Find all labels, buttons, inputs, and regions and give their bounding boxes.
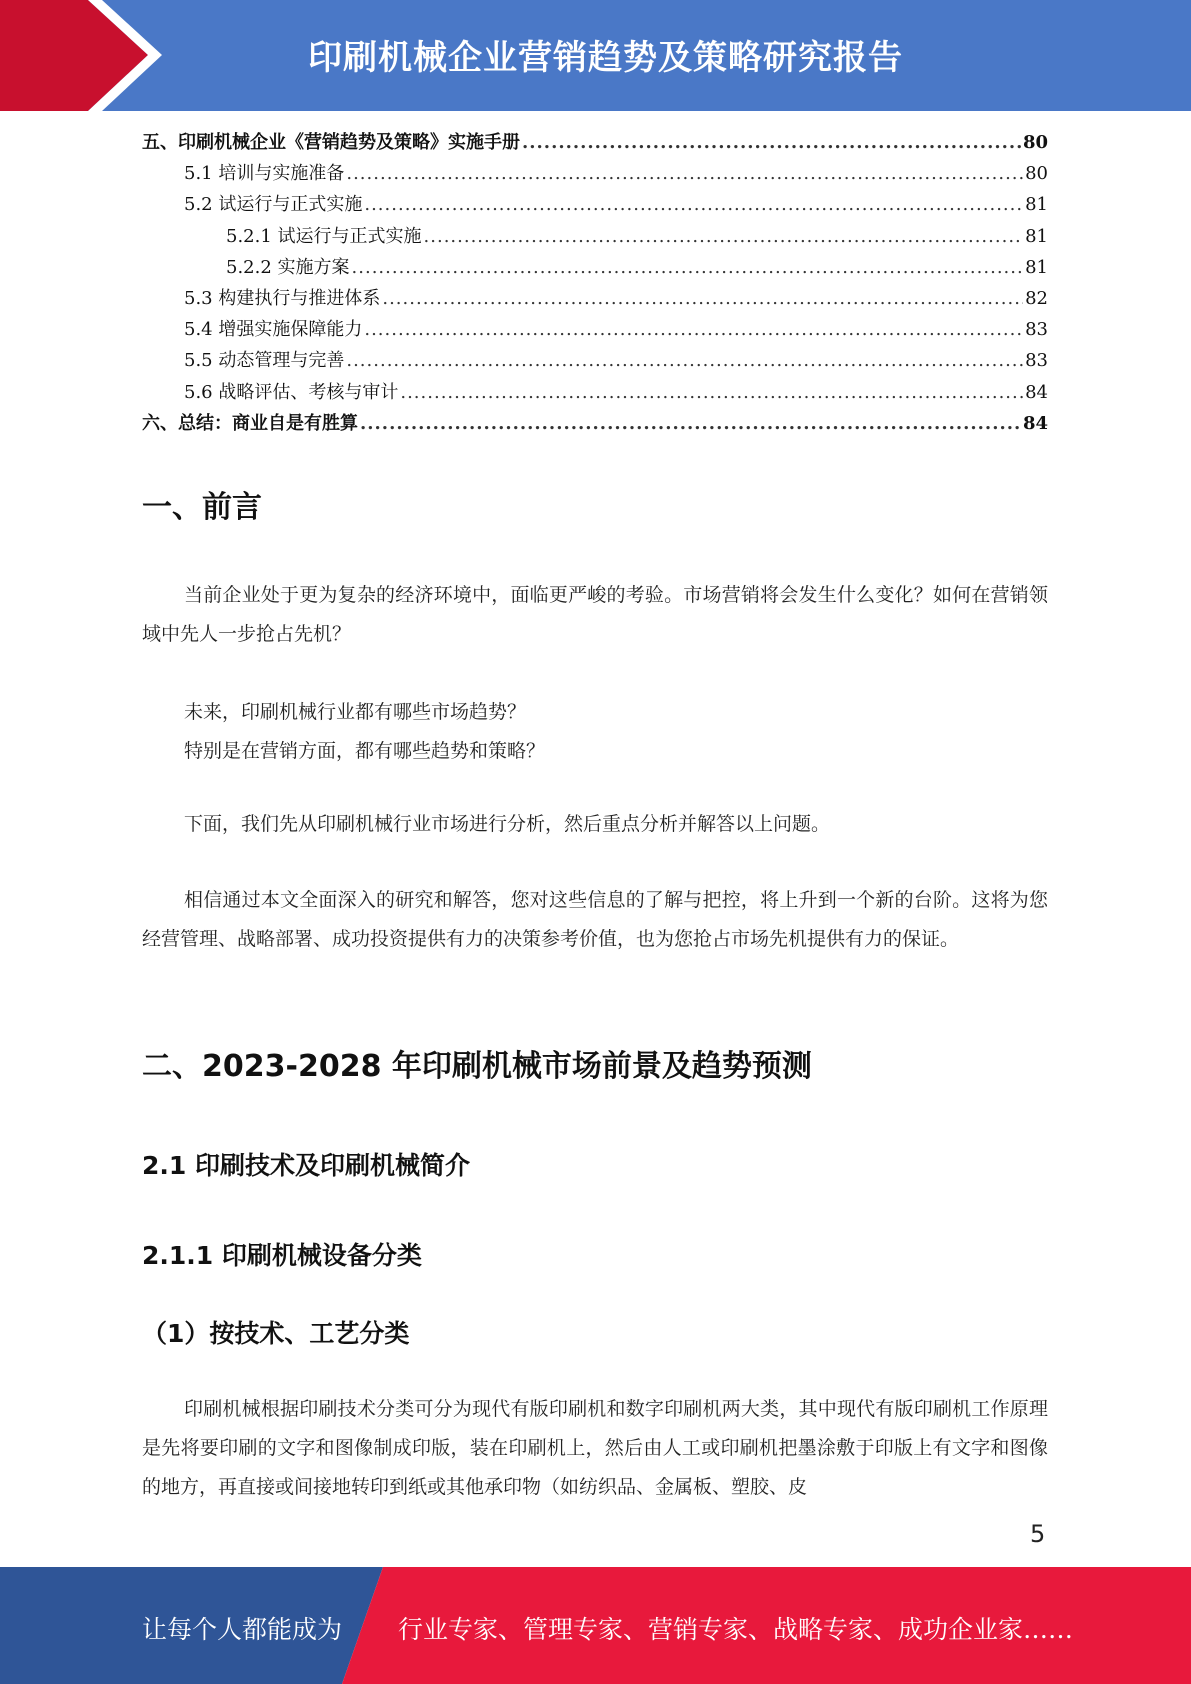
toc-entry[interactable] [142, 346, 1048, 377]
toc-leader-dots [364, 194, 1023, 215]
toc-entry[interactable] [142, 315, 1048, 346]
toc-leader-dots [400, 382, 1023, 403]
toc-entry-label: 5.2.2 实施方案 [226, 256, 350, 278]
subsection-heading: 2.1 印刷技术及印刷机械简介 [142, 1151, 470, 1180]
toc-entry-page: 81 [1025, 225, 1048, 247]
toc-entry-label: 5.5 动态管理与完善 [184, 350, 345, 372]
body-paragraph: 当前企业处于更为复杂的经济环境中，面临更严峻的考验。市场营销将会发生什么变化？如何在营销领域中先人一步抢占先机？ [142, 584, 1048, 645]
toc-entry[interactable] [142, 190, 1048, 221]
toc-leader-dots [424, 226, 1024, 247]
body-paragraph: 相信通过本文全面深入的研究和解答，您对这些信息的了解与把控，将上升到一个新的台阶。这将为您经营管理、战略部署、成功投资提供有力的决策参考价值，也为您抢占市场先机提供有力的保证。 [142, 889, 1048, 950]
toc-leader-dots [346, 163, 1023, 184]
toc-entry-page: 82 [1025, 287, 1048, 309]
toc-entry-label: 五、印刷机械企业《营销趋势及策略》实施手册 [142, 132, 520, 153]
toc-entry-page: 81 [1025, 194, 1048, 216]
toc-entry-page: 80 [1022, 132, 1048, 153]
toc-leader-dots [352, 257, 1024, 278]
table-of-contents [142, 128, 1048, 440]
page-header [0, 0, 1191, 111]
toc-entry[interactable] [142, 128, 1048, 159]
toc-entry-label: 5.2 试运行与正式实施 [184, 194, 363, 216]
toc-entry[interactable] [142, 409, 1048, 440]
footer-slogan-left: 让每个人都能成为 [142, 1615, 343, 1644]
section-heading-preface: 一、前言 [142, 490, 262, 525]
body-paragraph: 下面，我们先从印刷机械行业市场进行分析，然后重点分析并解答以上问题。 [184, 813, 831, 835]
toc-entry-label: 5.3 构建执行与推进体系 [184, 287, 381, 309]
toc-entry[interactable] [142, 378, 1048, 409]
toc-entry-label: 5.6 战略评估、考核与审计 [184, 381, 399, 403]
subsection-heading: 2.1.1 印刷机械设备分类 [142, 1241, 422, 1270]
section-heading-forecast: 二、2023-2028 年印刷机械市场前景及趋势预测 [142, 1049, 812, 1084]
page-footer [0, 1567, 1191, 1684]
toc-entry-label: 5.4 增强实施保障能力 [184, 319, 363, 341]
toc-entry-page: 84 [1025, 381, 1048, 403]
toc-entry[interactable] [142, 253, 1048, 284]
toc-entry-label: 5.1 培训与实施准备 [184, 163, 345, 185]
toc-leader-dots [522, 132, 1021, 153]
toc-entry-label: 5.2.1 试运行与正式实施 [226, 225, 422, 247]
toc-entry-page: 81 [1025, 256, 1048, 278]
toc-leader-dots [382, 288, 1023, 309]
toc-entry-page: 84 [1022, 412, 1048, 434]
body-line: 未来，印刷机械行业都有哪些市场趋势？ [184, 701, 527, 723]
footer-slogan-right: 行业专家、管理专家、营销专家、战略专家、成功企业家…… [398, 1615, 1074, 1644]
toc-entry-label: 六、总结：商业自是有胜算 [142, 412, 358, 434]
toc-leader-dots [346, 350, 1023, 371]
body-line: 特别是在营销方面，都有哪些趋势和策略？ [184, 740, 546, 762]
page-number: 5 [1030, 1520, 1046, 1548]
toc-entry[interactable] [142, 284, 1048, 315]
body-paragraph: 印刷机械根据印刷技术分类可分为现代有版印刷机和数字印刷机两大类，其中现代有版印刷机工作原理是先将要印刷的文字和图像制成印版，装在印刷机上，然后由人工或印刷机把墨涂敷于印版上有文字和图像的地方，再直接或间接地转印到纸或其他承印物（如纺织品、金属板、塑胶、皮 [142, 1398, 1048, 1498]
toc-leader-dots [364, 319, 1023, 340]
toc-entry-page: 83 [1025, 350, 1048, 372]
toc-entry-page: 83 [1025, 319, 1048, 341]
toc-entry-page: 80 [1025, 163, 1048, 185]
toc-entry[interactable] [142, 222, 1048, 253]
report-title: 印刷机械企业营销趋势及策略研究报告 [308, 38, 903, 78]
toc-entry[interactable] [142, 159, 1048, 190]
subsection-heading: （1）按技术、工艺分类 [142, 1319, 410, 1348]
toc-leader-dots [360, 413, 1021, 434]
